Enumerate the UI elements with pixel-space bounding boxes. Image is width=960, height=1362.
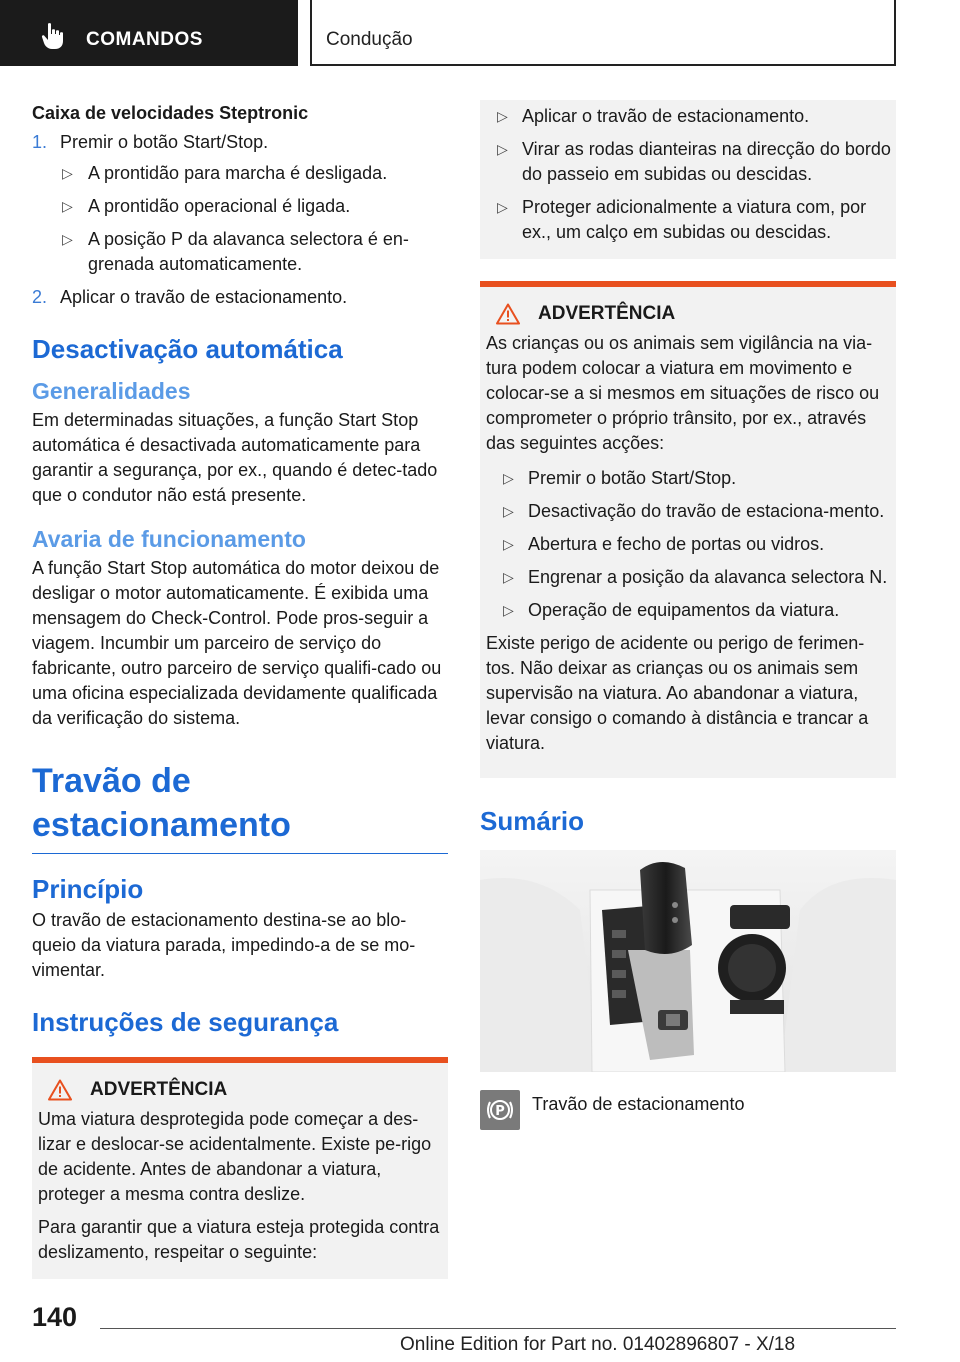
general-heading: Generalidades [32, 378, 191, 404]
legend-text: Travão de estacionamento [532, 1094, 745, 1114]
warning-title: ADVERTÊNCIA [538, 303, 676, 324]
triangle-bullet-icon: ▷ [497, 199, 508, 215]
section-tab-label: COMANDOS [86, 29, 203, 50]
hand-pointer-icon [40, 22, 68, 50]
auto-off-heading: Desactivação automática [32, 334, 343, 364]
list-item-text: Operação de equipamentos da viatura. [528, 600, 840, 620]
general-text: Em determinadas situações, a função Start Stop automática é desactivada automaticamente para garantir a segurança, por ex., quando é detec-tado que o condutor não está presente. [32, 410, 438, 505]
parking-brake-icon [480, 1090, 520, 1130]
warning-text: Uma viatura desprotegida pode começar a des-lizar e deslocar-se acidentalmente. Existe pe-rigo de acidente. Antes de abandonar a viatura, proteger a mesma contra deslize. [38, 1109, 432, 1204]
center-console-photo [480, 850, 896, 1072]
list-item-text: Desactivação do travão de estaciona-mento. [528, 501, 885, 521]
triangle-bullet-icon: ▷ [503, 602, 514, 618]
warning-box [32, 1057, 448, 1279]
svg-text:P: P [495, 1104, 505, 1119]
list-item-text: Premir o botão Start/Stop. [528, 468, 737, 488]
summary-heading: Sumário [480, 806, 585, 836]
triangle-bullet-icon: ▷ [503, 503, 514, 519]
list-item-text: Abertura e fecho de portas ou vidros. [528, 534, 825, 554]
triangle-bullet-icon: ▷ [62, 198, 73, 214]
steptronic-heading: Caixa de velocidades Steptronic [32, 103, 309, 123]
principle-text: O travão de estacionamento destina-se ao blo-queio da viatura parada, impedindo-a de se mo-vimentar. [32, 910, 416, 980]
triangle-bullet-icon: ▷ [497, 108, 508, 124]
step-text: Aplicar o travão de estacionamento. [60, 287, 348, 307]
list-item-text: Engrenar a posição da alavanca selectora N. [528, 567, 888, 587]
list-item [480, 104, 896, 129]
malfunction-text: A função Start Stop automática do motor deixou de desligar o motor automaticamente. É exibida uma mensagem do Check-Control. Pode pros-seguir a viagem. Incumbir um parceiro de serviço do fabricante, outro parceiro de serviço qualifi-cado ou uma oficina especializada devidamente qualificada da verificação do sistema. [32, 558, 442, 728]
triangle-bullet-icon: ▷ [503, 569, 514, 585]
warning-header [38, 1079, 442, 1101]
list-item-text: A prontidão para marcha é desligada. [88, 163, 388, 183]
list-item [486, 466, 890, 491]
section-title: Condução [326, 29, 413, 50]
warning-triangle-icon [496, 303, 520, 325]
warning-text: As crianças ou os animais sem vigilância na via-tura podem colocar a viatura em movimento e colocar-se a si mesmos em situações de risco ou comprometer o próprio trânsito, por ex., através das seguintes acções: [486, 333, 880, 453]
warning-title: ADVERTÊNCIA [90, 1079, 228, 1100]
warning-triangle-icon [48, 1079, 72, 1101]
center-console-illustration [480, 850, 896, 1072]
malfunction-heading: Avaria de funcionamento [32, 526, 306, 552]
list-item [60, 194, 448, 219]
list-item-text: Proteger adicionalmente a viatura com, por ex., um calço em subidas ou descidas. [522, 197, 867, 242]
list-item [486, 499, 890, 524]
list-item [486, 532, 890, 557]
warning-continued [480, 100, 896, 259]
step-number: 1. [32, 132, 48, 152]
triangle-bullet-icon: ▷ [503, 470, 514, 486]
step1-results [32, 161, 448, 277]
warning-text: Existe perigo de acidente ou perigo de ferimen-tos. Não deixar as crianças ou os animais sem supervisão na viatura. Ao abandonar a viatura, levar consigo o comando à distância e trancar a viatura. [486, 633, 869, 753]
list-item-text: Virar as rodas dianteiras na direcção do bordo do passeio em subidas ou descidas. [522, 139, 891, 184]
step-number: 2. [32, 287, 48, 307]
page-number: 140 [32, 1302, 78, 1332]
warning-header [486, 303, 890, 325]
section-tab [0, 0, 298, 66]
triangle-bullet-icon: ▷ [497, 141, 508, 157]
list-item-text: A posição P da alavanca selectora é en-grenada automaticamente. [88, 229, 409, 274]
footer-edition: Online Edition for Part no. 01402896807 - X/18 [400, 1334, 796, 1355]
footer-divider [100, 1328, 896, 1329]
principle-heading: Princípio [32, 874, 144, 904]
step-item [32, 130, 448, 155]
section-header [310, 0, 896, 66]
list-item-text: Aplicar o travão de estacionamento. [522, 106, 810, 126]
safety-heading: Instruções de segurança [32, 1007, 339, 1037]
list-item-text: A prontidão operacional é ligada. [88, 196, 351, 216]
list-item [486, 565, 890, 590]
list-item [480, 195, 896, 245]
list-item [60, 227, 448, 277]
step-text: Premir o botão Start/Stop. [60, 132, 269, 152]
triangle-bullet-icon: ▷ [62, 231, 73, 247]
list-item [486, 598, 890, 623]
parking-brake-heading: Travão de estacionamento [32, 759, 448, 854]
warning-box [480, 281, 896, 778]
right-column [480, 100, 896, 1130]
left-column [32, 100, 448, 1279]
list-item [60, 161, 448, 186]
step-item [32, 285, 448, 310]
triangle-bullet-icon: ▷ [62, 165, 73, 181]
list-item [480, 137, 896, 187]
triangle-bullet-icon: ▷ [503, 536, 514, 552]
legend-item [480, 1090, 896, 1130]
warning-text: Para garantir que a viatura esteja protegida contra deslizamento, respeitar o seguinte: [38, 1217, 440, 1262]
